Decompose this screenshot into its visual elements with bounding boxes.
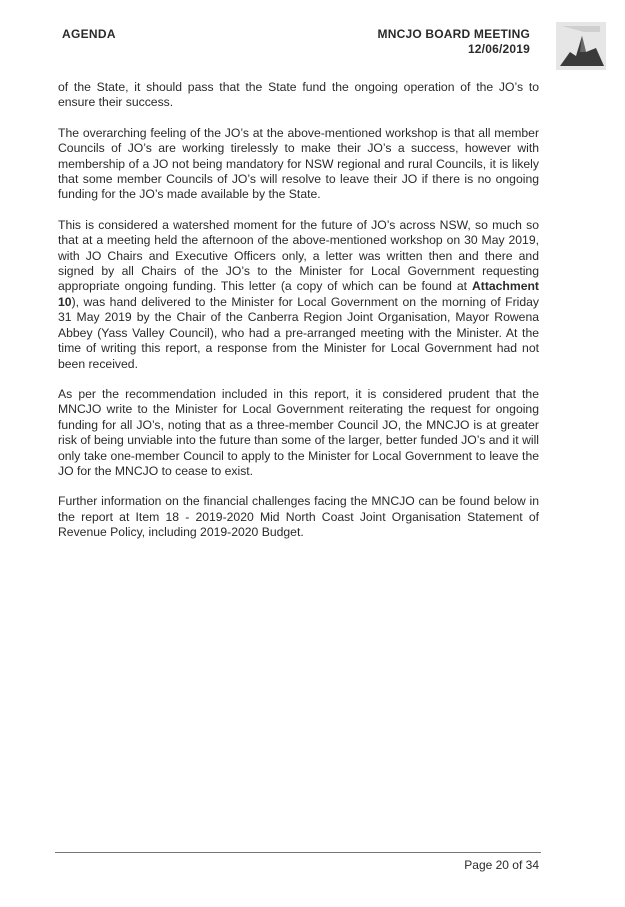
paragraph-4: As per the recommendation included in this report, it is considered prudent that the MNCJO write to the Minister for Local Government reiterating the request for ongoing funding for all JO’s, noting that as a three-member Council JO, the MNCJO is at greater risk of being unviable into the future than some of the larger, better funded JO’s and it will only take one-member Council to apply to the Minister for Local Government to leave the JO for the MNCJO to cease to exist. xyxy=(58,386,539,478)
paragraph-5: Further information on the financial challenges facing the MNCJO can be found below in the report at Item 18 - 2019-2020 Mid North Coast Joint Organisation Statement of Revenue Policy, including 2019-2020 Budget. xyxy=(58,494,539,540)
agenda-label: AGENDA xyxy=(62,27,116,41)
attachment-reference: Attachment 10 xyxy=(58,279,539,309)
header-block xyxy=(378,27,530,57)
meeting-date: 12/06/2019 xyxy=(467,42,530,56)
mncjo-logo-icon xyxy=(556,22,606,70)
footer-divider xyxy=(55,852,541,853)
paragraph-3 xyxy=(58,218,539,372)
paragraph-2: The overarching feeling of the JO’s at the above-mentioned workshop is that all member Councils of JO’s are working tirelessly to make their JO’s a success, however with membership of a JO not being mandatory for NSW regional and rural Councils, it is likely that some member Councils of JO’s will resolve to leave their JO if there is no ongoing funding for the JO’s made available by the State. xyxy=(58,125,539,202)
body-text xyxy=(58,80,539,556)
paragraph-3-part-a: This is considered a watershed moment for the future of JO’s across NSW, so much so that at a meeting held the afternoon of the above-mentioned workshop on 30 May 2019, with JO Chairs and Executive Officers only, a letter was written then and there and signed by all Chairs of the JO’s to the Minister for Local Government requesting appropriate ongoing funding. This letter (a copy of which can be found at xyxy=(58,217,539,294)
paragraph-1: of the State, it should pass that the State fund the ongoing operation of the JO’s to ensure their success. xyxy=(58,80,539,110)
meeting-title: MNCJO BOARD MEETING xyxy=(377,27,530,41)
page-number: Page 20 of 34 xyxy=(464,858,539,872)
paragraph-3-part-b: ), was hand delivered to the Minister for Local Government on the morning of Friday 31 May 2019 by the Chair of the Canberra Region Joint Organisation, Mayor Rowena Abbey (Yass Valley Council), who had a pre-arranged meeting with the Minister. At the time of writing this report, a response from the Minister for Local Government had not been received. xyxy=(58,294,539,371)
